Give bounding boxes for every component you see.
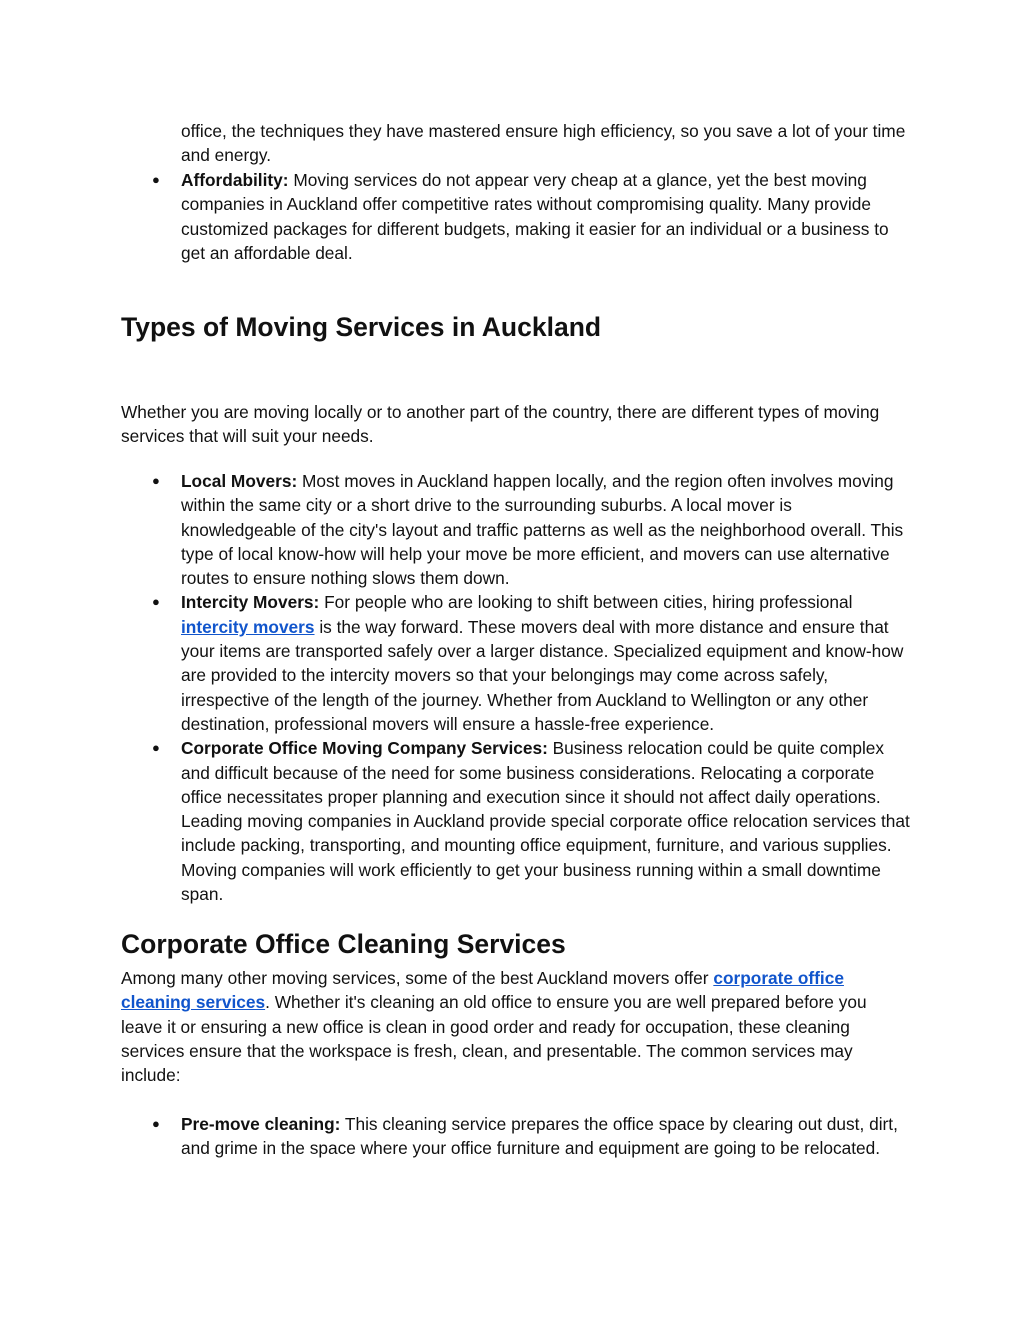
bullet-icon: ● [152, 473, 160, 488]
pre-move-cleaning-text: This cleaning service prepares the office space by clearing out dust, dirt, and grime in the space where your office furniture and equipment are going to be relocated. [181, 1114, 898, 1159]
local-movers-label: Local Movers: [181, 471, 298, 491]
corporate-office-cleaning-link[interactable]: corporate office cleaning services [121, 968, 844, 1013]
types-list [121, 469, 911, 906]
intercity-text-after: is the way forward. These movers deal with more distance and ensure that your items are transported safely over a larger distance. Specialized equipment and know-how are provided to the intercity movers so that your belongings may come across safely, irrespective of the length of the journey. Whether from Auckland to Wellington or any other destination, professional movers will ensure a hassle-free experience. [181, 616, 904, 734]
cleaning-paragraph [121, 966, 911, 1087]
cleaning-list [121, 1112, 911, 1161]
list-item-pre-move-cleaning [121, 1112, 911, 1161]
intercity-movers-link[interactable]: intercity movers [181, 616, 315, 637]
bullet-icon: ● [152, 740, 160, 756]
list-item-affordability [121, 168, 911, 265]
bullet-icon: ● [152, 172, 160, 187]
bullet-icon: ● [152, 594, 160, 610]
corporate-moving-label: Corporate Office Moving Company Services: [181, 738, 548, 759]
pre-move-cleaning-label: Pre-move cleaning: [181, 1114, 341, 1134]
types-intro-paragraph: Whether you are moving locally or to another part of the country, there are different types of moving services that will suit your needs. [121, 402, 880, 447]
continuation-text: office, the techniques they have mastered ensure high efficiency, so you save a lot of your time and energy. [181, 121, 906, 166]
intercity-text-before: For people who are looking to shift between cities, hiring professional [319, 592, 853, 613]
affordability-label: Affordability: [181, 170, 289, 190]
types-heading: Types of Moving Services in Auckland [121, 312, 602, 342]
bullet-icon: ● [152, 1116, 160, 1131]
affordability-text: Moving services do not appear very cheap at a glance, yet the best moving companies in Auckland offer competitive rates without compromising quality. Many provide customized packages for different budgets, making it easier for an individual or a business to get an affordable deal. [181, 170, 889, 263]
intercity-movers-label: Intercity Movers: [181, 592, 320, 613]
list-item-corporate-office-moving [121, 736, 911, 906]
affordability-list [121, 168, 911, 265]
cleaning-text-before: Among many other moving services, some of the best Auckland movers offer [121, 968, 714, 988]
corporate-moving-text: Business relocation could be quite complex and difficult because of the need for some business considerations. Relocating a corporate office necessitates proper planning and execution since it should not affect daily operations. Leading moving companies in Auckland provide special corporate office relocation services that include packing, transporting, and mounting office equipment, furniture, and various supplies. Moving companies will work efficiently to get your business running within a small downtime span. [181, 738, 910, 905]
cleaning-text-after: . Whether it's cleaning an old office to ensure you are well prepared before you leave it or ensuring a new office is clean in good order and ready for occupation, these cleaning services ensure that the workspace is fresh, clean, and presentable. The common services may include: [121, 992, 867, 1086]
cleaning-heading: Corporate Office Cleaning Services [121, 929, 566, 959]
list-item-local-movers [121, 469, 911, 590]
list-item-intercity-movers [121, 590, 911, 736]
local-movers-text: Most moves in Auckland happen locally, and the region often involves moving within the same city or a short drive to the surrounding suburbs. A local mover is knowledgeable of the city's layout and traffic patterns as well as the neighborhood overall. This type of local know-how will help your move be more efficient, and movers can use alternative routes to ensure nothing slows them down. [181, 471, 904, 589]
